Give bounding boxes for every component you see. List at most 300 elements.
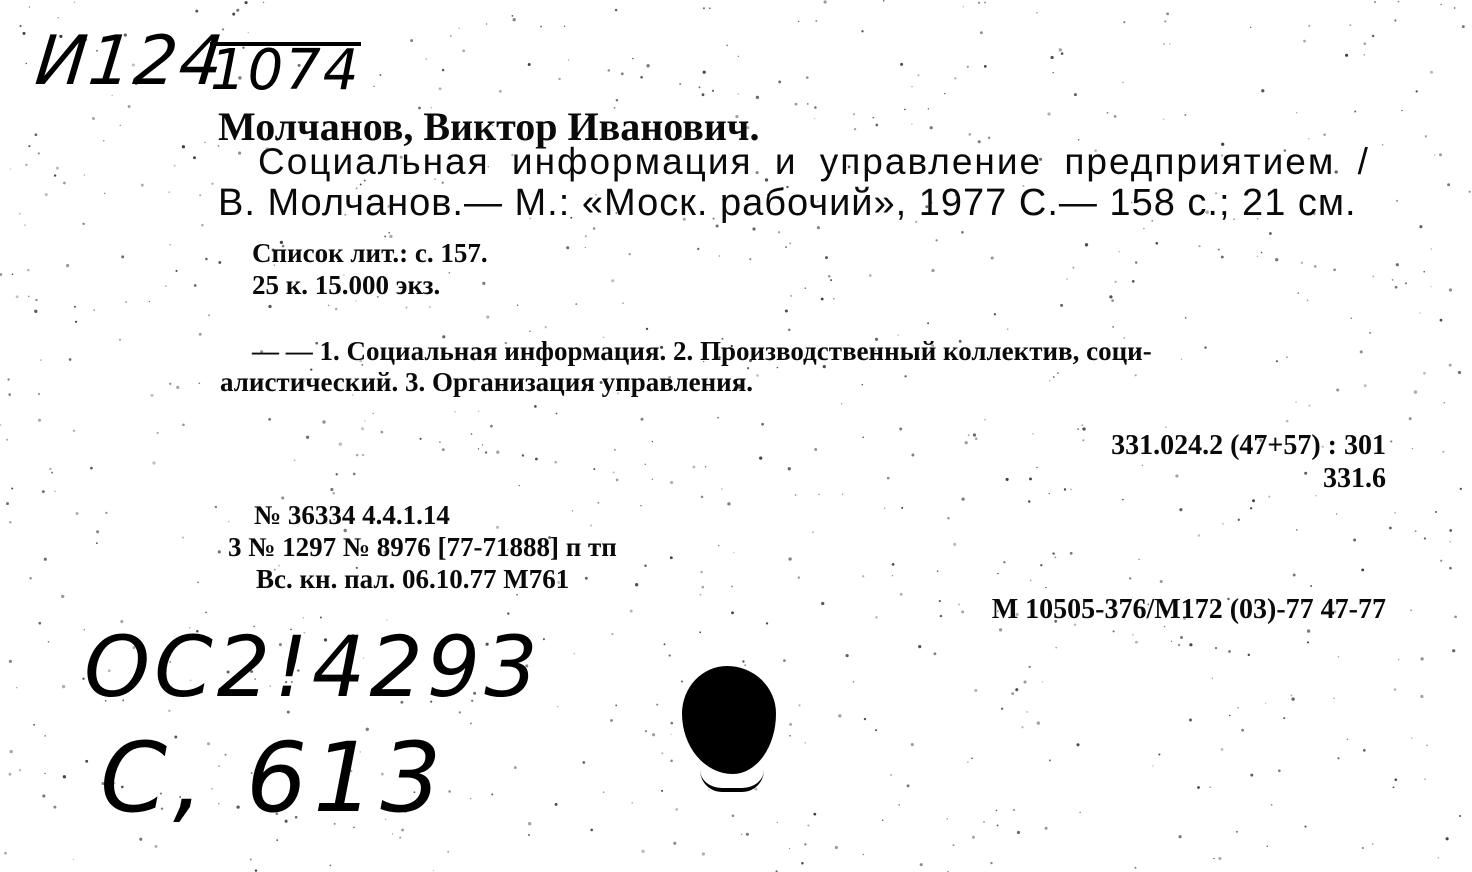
- speckle-dot: [737, 93, 738, 94]
- speckle-dot: [1434, 154, 1435, 155]
- speckle-dot: [738, 56, 740, 58]
- speckle-dot: [1066, 278, 1067, 279]
- speckle-dot: [978, 2, 980, 4]
- speckle-dot: [182, 145, 185, 148]
- speckle-dot: [1053, 376, 1055, 378]
- speckle-dot: [45, 193, 48, 196]
- speckle-dot: [1394, 688, 1397, 691]
- speckle-dot: [1296, 112, 1297, 113]
- speckle-dot: [103, 140, 104, 141]
- speckle-dot: [1452, 649, 1455, 652]
- speckle-dot: [499, 90, 502, 93]
- speckle-dot: [4, 852, 7, 855]
- speckle-dot: [1316, 495, 1317, 496]
- speckle-dot: [399, 837, 401, 839]
- speckle-dot: [44, 773, 45, 774]
- speckle-dot: [490, 425, 493, 428]
- handwritten-shelf-mark: И124: [31, 22, 229, 101]
- speckle-dot: [965, 441, 968, 444]
- speckle-dot: [911, 743, 914, 746]
- speckle-dot: [75, 321, 77, 323]
- speckle-dot: [997, 573, 999, 575]
- speckle-dot: [16, 687, 18, 689]
- speckle-dot: [218, 261, 221, 264]
- speckle-dot: [1416, 90, 1418, 92]
- speckle-dot: [1135, 261, 1138, 264]
- speckle-dot: [670, 734, 671, 735]
- speckle-dot: [1107, 112, 1109, 114]
- speckle-dot: [1437, 857, 1439, 859]
- speckle-dot: [700, 571, 702, 573]
- speckle-dot: [1007, 328, 1009, 330]
- speckle-dot: [968, 434, 970, 436]
- speckle-dot: [930, 126, 933, 129]
- speckle-dot: [53, 806, 56, 809]
- speckle-dot: [119, 339, 121, 341]
- speckle-dot: [1261, 89, 1264, 92]
- speckle-dot: [543, 638, 545, 640]
- speckle-dot: [931, 269, 934, 272]
- speckle-dot: [486, 23, 487, 24]
- speckle-dot: [169, 383, 171, 385]
- speckle-dot: [861, 30, 863, 32]
- speckle-dot: [125, 301, 127, 303]
- speckle-dot: [790, 295, 792, 297]
- speckle-dot: [25, 164, 27, 166]
- card-number-line-3: Вс. кн. пал. 06.10.77 М761: [256, 564, 570, 594]
- speckle-dot: [194, 284, 197, 287]
- speckle-dot: [1336, 513, 1337, 514]
- speckle-dot: [556, 413, 558, 415]
- speckle-dot: [1064, 488, 1066, 490]
- author-heading: Молчанов, Виктор Иванович.: [218, 104, 760, 149]
- speckle-dot: [335, 308, 338, 311]
- speckle-dot: [1291, 697, 1294, 700]
- speckle-dot: [1236, 831, 1238, 833]
- speckle-dot: [1297, 292, 1298, 293]
- speckle-dot: [813, 813, 816, 816]
- speckle-dot: [48, 641, 50, 643]
- speckle-dot: [1250, 507, 1252, 509]
- speckle-dot: [622, 302, 623, 303]
- speckle-dot: [8, 393, 11, 396]
- speckle-dot: [1303, 40, 1306, 43]
- speckle-dot: [875, 124, 878, 127]
- speckle-dot: [821, 602, 824, 605]
- speckle-dot: [611, 279, 614, 282]
- speckle-dot: [1250, 27, 1251, 28]
- speckle-dot: [590, 524, 592, 526]
- speckle-dot: [984, 2, 986, 4]
- speckle-dot: [329, 864, 331, 866]
- speckle-dot: [582, 761, 585, 764]
- speckle-dot: [1017, 831, 1020, 834]
- speckle-dot: [1439, 153, 1442, 156]
- speckle-dot: [1398, 659, 1399, 660]
- speckle-dot: [255, 869, 257, 871]
- speckle-dot: [405, 307, 407, 309]
- speckle-dot: [1070, 552, 1073, 555]
- speckle-dot: [708, 789, 710, 791]
- speckle-dot: [967, 761, 969, 763]
- bibliography-note: Список лит.: с. 157.: [252, 238, 488, 268]
- speckle-dot: [789, 735, 791, 737]
- speckle-dot: [528, 822, 531, 825]
- speckle-dot: [76, 512, 79, 515]
- speckle-dot: [1222, 523, 1223, 524]
- speckle-dot: [907, 784, 910, 787]
- speckle-dot: [661, 752, 663, 754]
- speckle-dot: [1032, 433, 1034, 435]
- speckle-dot: [199, 382, 201, 384]
- speckle-dot: [211, 183, 213, 185]
- speckle-dot: [1160, 580, 1163, 583]
- speckle-dot: [911, 86, 912, 87]
- speckle-dot: [1449, 529, 1452, 532]
- speckle-dot: [814, 106, 817, 109]
- speckle-dot: [1449, 541, 1450, 542]
- speckle-dot: [1412, 448, 1413, 449]
- speckle-dot: [899, 428, 902, 431]
- speckle-dot: [673, 842, 676, 845]
- speckle-dot: [1218, 249, 1220, 251]
- speckle-dot: [149, 301, 150, 302]
- speckle-dot: [1050, 56, 1053, 59]
- speckle-dot: [1006, 478, 1009, 481]
- speckle-dot: [447, 851, 449, 853]
- speckle-dot: [1114, 115, 1117, 118]
- speckle-dot: [1181, 359, 1182, 360]
- speckle-dot: [815, 20, 817, 22]
- speckle-dot: [1426, 745, 1427, 746]
- speckle-dot: [954, 77, 956, 79]
- speckle-dot: [39, 622, 42, 625]
- speckle-dot: [749, 258, 751, 260]
- speckle-dot: [798, 576, 800, 578]
- speckle-dot: [1364, 54, 1365, 55]
- speckle-dot: [564, 25, 566, 27]
- speckle-dot: [1354, 111, 1356, 113]
- speckle-dot: [339, 443, 342, 446]
- speckle-dot: [514, 766, 517, 769]
- speckle-dot: [10, 750, 13, 753]
- speckle-dot: [661, 790, 663, 792]
- speckle-dot: [1113, 630, 1115, 632]
- speckle-dot: [842, 493, 843, 494]
- speckle-dot: [652, 479, 653, 480]
- speckle-dot: [238, 152, 241, 155]
- handwritten-call-number: С, 613: [100, 722, 448, 834]
- speckle-dot: [1082, 427, 1085, 430]
- speckle-dot: [0, 273, 2, 276]
- speckle-dot: [884, 507, 886, 509]
- speckle-dot: [917, 74, 919, 76]
- card-number-line-2: 3 № 1297 № 8976 [77-71888] п тп: [228, 532, 617, 562]
- speckle-dot: [669, 654, 671, 656]
- speckle-dot: [439, 87, 442, 90]
- speckle-dot: [1049, 493, 1050, 494]
- speckle-dot: [276, 839, 278, 841]
- speckle-dot: [1267, 845, 1269, 847]
- speckle-dot: [1286, 356, 1287, 357]
- speckle-dot: [433, 870, 434, 871]
- speckle-dot: [670, 759, 673, 762]
- speckle-dot: [1112, 326, 1114, 328]
- speckle-dot: [482, 282, 485, 285]
- handwritten-shelf-number: 1074: [210, 38, 361, 103]
- speckle-dot: [1390, 440, 1392, 442]
- speckle-dot: [1286, 420, 1289, 423]
- speckle-dot: [1414, 390, 1417, 393]
- speckle-dot: [566, 246, 569, 249]
- speckle-dot: [864, 718, 866, 720]
- speckle-dot: [1184, 114, 1186, 116]
- speckle-dot: [1135, 641, 1138, 644]
- speckle-dot: [593, 468, 595, 470]
- speckle-dot: [904, 109, 906, 111]
- speckle-dot: [1257, 256, 1258, 257]
- speckle-dot: [6, 502, 9, 505]
- speckle-dot: [93, 309, 95, 311]
- speckle-dot: [853, 113, 855, 115]
- speckle-dot: [19, 213, 20, 214]
- speckle-dot: [1424, 537, 1426, 539]
- speckle-dot: [1336, 388, 1339, 391]
- speckle-dot: [1250, 774, 1253, 777]
- speckle-dot: [703, 71, 706, 74]
- speckle-dot: [458, 28, 460, 30]
- speckle-dot: [947, 818, 948, 819]
- speckle-dot: [1111, 299, 1114, 302]
- speckle-dot: [519, 485, 520, 486]
- speckle-dot: [19, 769, 21, 771]
- speckle-dot: [26, 63, 27, 64]
- speckle-dot: [726, 44, 728, 46]
- speckle-dot: [1073, 267, 1075, 269]
- speckle-dot: [1252, 499, 1255, 502]
- speckle-dot: [1442, 451, 1444, 453]
- speckle-dot: [838, 714, 841, 717]
- speckle-dot: [1449, 364, 1452, 367]
- speckle-dot: [496, 526, 499, 529]
- speckle-dot: [1405, 282, 1407, 284]
- speckle-dot: [1454, 615, 1457, 618]
- speckle-dot: [1082, 439, 1084, 441]
- speckle-dot: [1015, 688, 1018, 691]
- speckle-dot: [1307, 629, 1310, 632]
- speckle-dot: [904, 375, 906, 377]
- speckle-dot: [1221, 256, 1224, 259]
- speckle-dot: [629, 253, 631, 255]
- speckle-dot: [1248, 654, 1250, 656]
- speckle-dot: [984, 65, 987, 68]
- speckle-dot: [640, 76, 643, 79]
- speckle-dot: [74, 2, 75, 3]
- speckle-dot: [16, 295, 19, 298]
- title-line-1: Социальная информация и управление предприятием /: [258, 141, 1370, 182]
- speckle-dot: [232, 13, 235, 16]
- speckle-dot: [699, 86, 701, 88]
- speckle-dot: [236, 9, 239, 12]
- speckle-dot: [555, 803, 558, 806]
- speckle-dot: [1394, 512, 1396, 514]
- speckle-dot: [818, 494, 819, 495]
- speckle-dot: [1337, 757, 1339, 759]
- speckle-dot: [1449, 288, 1452, 291]
- bbk-code: М 10505-376/М172 (03)-77 47-77: [991, 594, 1386, 625]
- speckle-dot: [1423, 271, 1425, 273]
- speckle-dot: [182, 537, 184, 539]
- speckle-dot: [442, 448, 445, 451]
- speckle-dot: [250, 858, 252, 860]
- speckle-dot: [814, 448, 817, 451]
- speckle-dot: [96, 530, 99, 533]
- speckle-dot: [1431, 286, 1432, 287]
- speckle-dot: [833, 298, 835, 300]
- speckle-dot: [1189, 719, 1192, 722]
- speckle-dot: [205, 611, 207, 613]
- speckle-dot: [205, 258, 208, 261]
- speckle-dot: [82, 223, 84, 225]
- speckle-dot: [646, 328, 648, 330]
- speckle-dot: [933, 652, 936, 655]
- speckle-dot: [54, 174, 56, 176]
- speckle-dot: [1444, 402, 1445, 403]
- speckle-dot: [1074, 93, 1077, 96]
- speckle-dot: [947, 517, 949, 519]
- speckle-dot: [1420, 657, 1423, 660]
- speckle-dot: [841, 403, 842, 404]
- speckle-dot: [1314, 265, 1317, 268]
- speckle-dot: [1419, 225, 1422, 228]
- speckle-dot: [990, 862, 992, 864]
- speckle-dot: [10, 168, 11, 169]
- speckle-dot: [1045, 827, 1048, 830]
- speckle-dot: [614, 449, 616, 451]
- speckle-dot: [798, 21, 800, 23]
- speckle-dot: [1229, 715, 1231, 717]
- speckle-dot: [208, 314, 210, 316]
- speckle-dot: [379, 74, 381, 76]
- speckle-dot: [69, 358, 72, 361]
- speckle-dot: [1372, 843, 1374, 845]
- speckle-dot: [1238, 519, 1240, 521]
- speckle-dot: [936, 239, 938, 241]
- speckle-dot: [727, 502, 730, 505]
- speckle-dot: [442, 69, 445, 72]
- speckle-dot: [785, 246, 787, 248]
- speckle-dot: [1275, 258, 1278, 261]
- speckle-dot: [471, 433, 473, 435]
- speckle-dot: [1447, 183, 1450, 186]
- speckle-dot: [1369, 332, 1371, 334]
- speckle-dot: [1290, 694, 1292, 696]
- speckle-dot: [1415, 530, 1417, 532]
- speckle-dot: [646, 64, 649, 67]
- speckle-dot: [155, 845, 158, 848]
- speckle-dot: [825, 256, 828, 259]
- title-line-2: В. Молчанов.— М.: «Моск. рабочий», 1977 С.— 158 с.; 21 см.: [218, 182, 1357, 224]
- speckle-dot: [1420, 695, 1423, 698]
- speckle-dot: [1389, 527, 1392, 530]
- speckle-dot: [1425, 135, 1427, 137]
- speckle-dot: [994, 313, 996, 315]
- speckle-dot: [35, 299, 37, 301]
- speckle-dot: [168, 191, 169, 192]
- speckle-dot: [699, 631, 701, 633]
- speckle-dot: [56, 167, 59, 170]
- speckle-dot: [1454, 7, 1456, 9]
- speckle-dot: [1409, 417, 1412, 420]
- speckle-dot: [1061, 52, 1064, 55]
- speckle-dot: [1055, 647, 1057, 649]
- speckle-dot: [1278, 769, 1281, 772]
- speckle-dot: [361, 427, 364, 430]
- speckle-dot: [1185, 317, 1187, 319]
- speckle-dot: [1049, 759, 1051, 761]
- subject-headings-line-2: алистический. 3. Организация управления.: [220, 367, 754, 397]
- speckle-dot: [169, 244, 171, 246]
- speckle-dot: [1268, 496, 1270, 498]
- speckle-dot: [201, 224, 204, 227]
- speckle-dot: [24, 224, 26, 226]
- speckle-dot: [1401, 110, 1403, 112]
- speckle-dot: [1435, 511, 1437, 513]
- speckle-dot: [1374, 1, 1376, 3]
- speckle-dot: [204, 142, 205, 143]
- speckle-dot: [1011, 692, 1014, 695]
- speckle-dot: [336, 473, 338, 475]
- speckle-dot: [540, 26, 542, 28]
- speckle-dot: [756, 374, 759, 377]
- speckle-dot: [882, 819, 883, 820]
- speckle-dot: [699, 594, 701, 596]
- speckle-dot: [862, 437, 864, 439]
- speckle-dot: [702, 586, 705, 589]
- speckle-dot: [1301, 262, 1303, 264]
- speckle-dot: [846, 654, 849, 657]
- speckle-dot: [8, 773, 11, 776]
- speckle-dot: [875, 616, 878, 619]
- speckle-dot: [1198, 245, 1200, 247]
- speckle-dot: [807, 824, 809, 826]
- speckle-dot: [1261, 252, 1262, 253]
- speckle-dot: [752, 227, 755, 230]
- speckle-dot: [1345, 54, 1348, 57]
- speckle-dot: [712, 90, 714, 92]
- speckle-dot: [854, 128, 856, 130]
- speckle-dot: [139, 838, 142, 841]
- speckle-dot: [670, 722, 673, 725]
- speckle-dot: [1395, 778, 1398, 781]
- speckle-dot: [641, 418, 644, 421]
- speckle-dot: [28, 296, 30, 298]
- speckle-dot: [821, 298, 824, 301]
- speckle-dot: [38, 152, 40, 154]
- speckle-dot: [766, 622, 768, 624]
- speckle-dot: [920, 863, 923, 866]
- speckle-dot: [248, 32, 249, 33]
- speckle-dot: [7, 378, 9, 380]
- speckle-dot: [1215, 647, 1217, 649]
- speckle-dot: [1030, 580, 1032, 582]
- speckle-dot: [1333, 269, 1336, 272]
- speckle-dot: [507, 612, 509, 614]
- speckle-dot: [1029, 477, 1032, 480]
- speckle-dot: [869, 274, 872, 277]
- speckle-dot: [151, 394, 154, 397]
- speckle-dot: [165, 285, 166, 286]
